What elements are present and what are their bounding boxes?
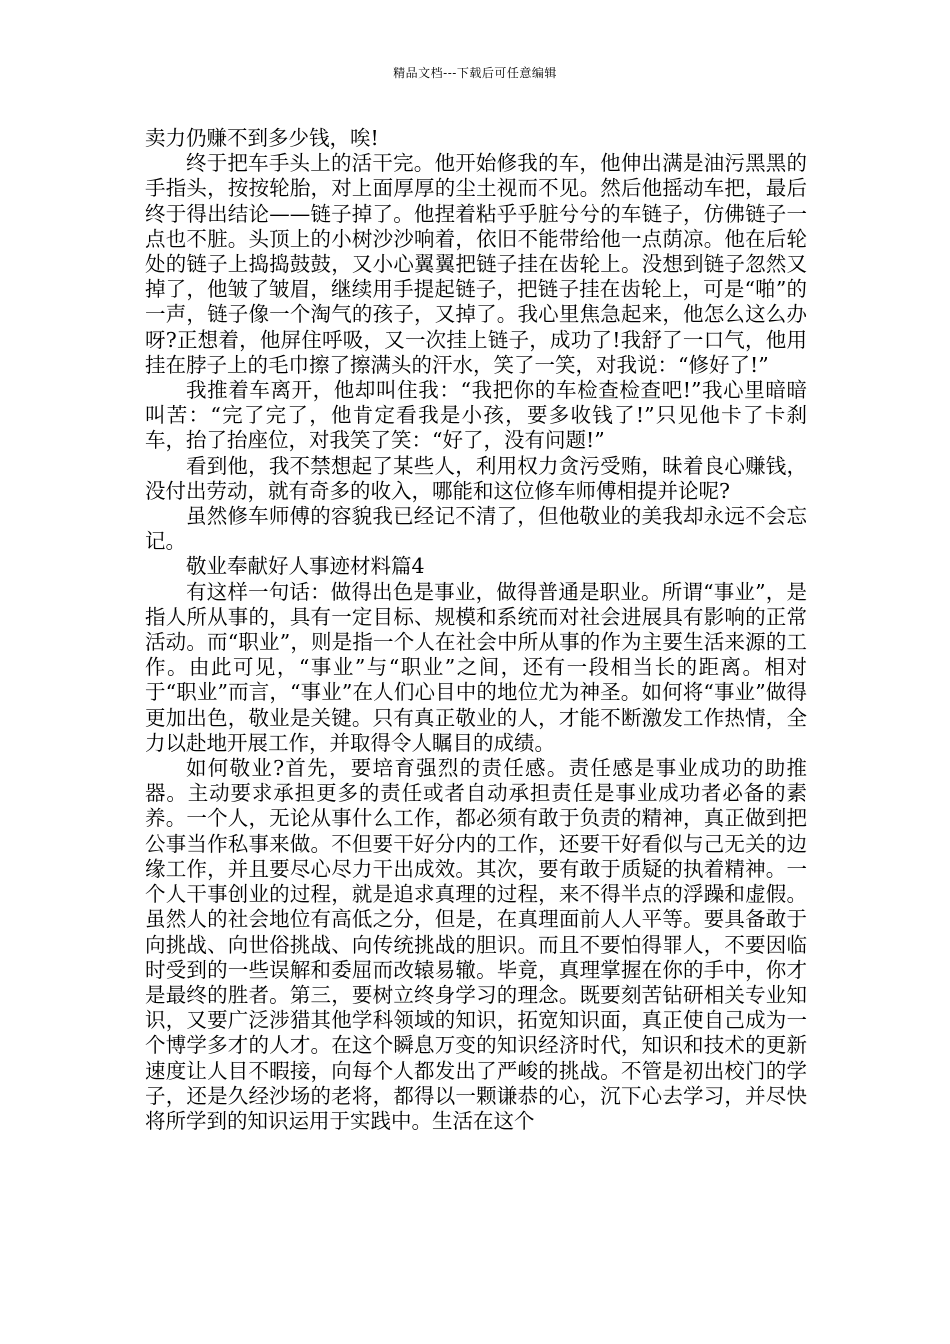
document-body — [145, 126, 807, 1134]
paragraph-conclusion: 虽然修车师傅的容貌我已经记不清了，但他敬业的美我却永远不会忘记。 — [145, 504, 807, 554]
paragraph-continued: 卖力仍赚不到多少钱，唉! — [145, 126, 379, 150]
section-heading: 敬业奉献好人事迹材料篇4 — [186, 554, 425, 579]
paragraph-how-to-be-dedicated: 如何敬业?首先，要培育强烈的责任感。责任感是事业成功的助推器。主动要求承担更多的责任或者自动承担责任是事业成功者必备的素养。一个人，无论从事什么工作，都必须有敢于负责的精神，真正做到把公事当作私事来做。不但要干好分内的工作，还要干好看似与己无关的边缘工作，并且要尽心尽力干出成效。其次，要有敢于质疑的执着精神。一个人干事创业的过程，就是追求真理的过程，来不得半点的浮躁和虚假。虽然人的社会地位有高低之分，但是，在真理面前人人平等。要具备敢于向挑战、向世俗挑战、向传统挑战的胆识。而且不要怕得罪人，不要因临时受到的一些误解和委屈而改辕易辙。毕竟，真理掌握在你的手中，你才是最终的胜者。第三，要树立终身学习的理念。既要刻苦钻研相关专业知识，又要广泛涉猎其他学科领域的知识，拓宽知识面，真正使自己成为一个博学多才的人才。在这个瞬息万变的知识经济时代，知识和技术的更新速度让人目不暇接，向每个人都发出了严峻的挑战。不管是初出校门的学子，还是久经沙场的老将，都得以一颗谦恭的心，沉下心去学习，并尽快将所学到的知识运用于实践中。生活在这个 — [145, 756, 807, 1133]
paragraph-bike-check: 我推着车离开，他却叫住我：“我把你的车检查检查吧!”我心里暗暗叫苦：“完了完了，他肯定看我是小孩，要多收钱了!”只见他卡了卡刹车，抬了抬座位，对我笑了笑：“好了，没有问题!” — [145, 378, 807, 453]
paragraph-reflection: 看到他，我不禁想起了某些人，利用权力贪污受贿，昧着良心赚钱，没付出劳动，就有奇多的收入，哪能和这位修车师傅相提并论呢? — [145, 453, 807, 503]
paragraph-career-vs-job: 有这样一句话：做得出色是事业，做得普通是职业。所谓“事业”，是指人所从事的，具有一定目标、规模和系统而对社会进展具有影响的正常活动。而“职业”，则是指一个人在社会中所从事的作为主要生活来源的工作。由此可见，“事业”与“职业”之间，还有一段相当长的距离。相对于“职业”而言，“事业”在人们心目中的地位尤为神圣。如何将“事业”做得更加出色，敬业是关键。只有真正敬业的人，才能不断激发工作热情，全力以赴地开展工作，并取得令人瞩目的成绩。 — [145, 579, 807, 755]
page-header: 精品文档---下载后可任意编辑 — [393, 66, 557, 80]
paragraph-repair-process: 终于把车手头上的活干完。他开始修我的车，他伸出满是油污黑黑的手指头，按按轮胎，对上面厚厚的尘土视而不见。然后他摇动车把，最后终于得出结论——链子掉了。他捏着粘乎乎脏兮兮的车链子，仿佛链子一点也不脏。头顶上的小树沙沙响着，依旧不能带给他一点荫凉。他在后轮处的链子上捣捣鼓鼓，又小心翼翼把链子挂在齿轮上。没想到链子忽然又掉了，他皱了皱眉，继续用手提起链子，把链子挂在齿轮上，可是“啪”的一声，链子像一个淘气的孩子，又掉了。我心里焦急起来，他怎么这么办呀?正想着，他屏住呼吸，又一次挂上链子，成功了!我舒了一口气，他用挂在脖子上的毛巾擦了擦满头的汗水，笑了一笑，对我说：“修好了!” — [145, 151, 807, 377]
